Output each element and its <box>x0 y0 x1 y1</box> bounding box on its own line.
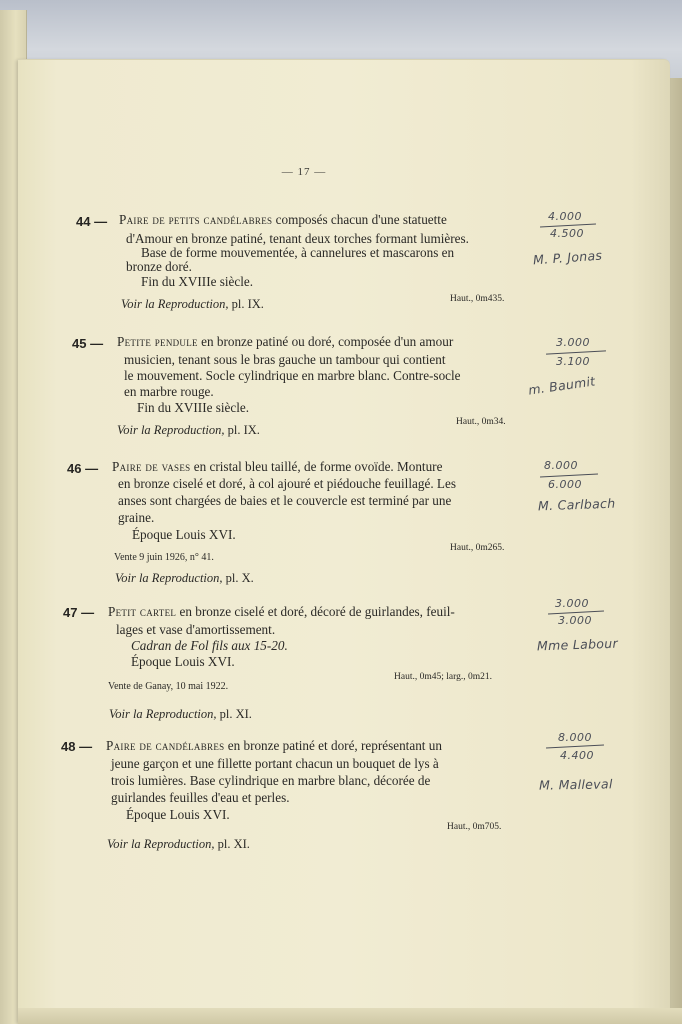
handwritten-price: 3.100 <box>556 355 590 368</box>
handwritten-buyer: m. Baumit <box>527 373 597 398</box>
handwritten-buyer: M. Carlbach <box>537 495 616 514</box>
lot-title: Paire de petits candélabres <box>119 212 273 227</box>
catalogue-page <box>18 60 670 1024</box>
provenance: Vente 9 juin 1926, n° 41. <box>114 552 214 563</box>
description-line: trois lumières. Base cylindrique en marbre blanc, décorée de <box>111 773 431 788</box>
handwritten-buyer: M. P. Jonas <box>532 247 603 268</box>
reproduction-reference: Voir la Reproduction, pl. XI. <box>109 707 252 721</box>
handwritten-price: 6.000 <box>548 478 582 491</box>
handwritten-estimate: 3.000 <box>555 597 589 610</box>
lot-title: Petite pendule <box>117 334 198 349</box>
description-line: Base de forme mouvementée, à cannelures et mascarons en <box>141 245 455 260</box>
handwritten-estimate: 8.000 <box>544 459 578 472</box>
dimensions: Haut., 0m705. <box>447 822 502 832</box>
dimensions: Haut., 0m265. <box>450 543 505 553</box>
handwritten-estimate: 3.000 <box>556 336 590 349</box>
description-line: en bronze ciselé et doré, à col ajouré et piédouche feuillagé. Les <box>118 476 456 491</box>
description-line: jeune garçon et une fillette portant chacun un bouquet de lys à <box>111 756 439 771</box>
period-line: Époque Louis XVI. <box>132 527 236 542</box>
description-line: d'Amour en bronze patiné, tenant deux torches formant lumières. <box>126 231 469 246</box>
lot-number: 46 — <box>67 461 99 476</box>
entry-first-line: Petite pendule en bronze patiné ou doré, composée d'un amour <box>117 334 454 349</box>
lot-number: 47 — <box>63 605 95 620</box>
description-line: graine. <box>118 510 155 525</box>
handwritten-price: 4.500 <box>550 227 584 240</box>
lot-number: 45 — <box>72 336 104 351</box>
period-line: Époque Louis XVI. <box>126 807 230 822</box>
handwritten-estimate: 8.000 <box>558 731 592 744</box>
reproduction-reference: Voir la Reproduction, pl. IX. <box>121 297 264 311</box>
reproduction-reference: Voir la Reproduction, pl. X. <box>115 571 254 585</box>
lot-number: 48 — <box>61 739 93 754</box>
provenance: Vente de Ganay, 10 mai 1922. <box>108 681 229 692</box>
handwritten-buyer: Mme Labour <box>536 635 619 654</box>
handwritten-estimate: 4.000 <box>548 210 582 223</box>
reproduction-reference: Voir la Reproduction, pl. IX. <box>117 423 260 437</box>
description-line: musicien, tenant sous le bras gauche un tambour qui contient <box>124 352 446 367</box>
period-line: Fin du XVIIIe siècle. <box>141 274 254 289</box>
page-stack-bottom-edge <box>18 1008 682 1024</box>
page-number: — 17 — <box>281 166 327 178</box>
period-line: Fin du XVIIIe siècle. <box>137 400 250 415</box>
reproduction-reference: Voir la Reproduction, pl. XI. <box>107 837 250 851</box>
handwritten-price: 4.400 <box>560 749 594 762</box>
entry-first-line: Paire de vases en cristal bleu taillé, de forme ovoïde. Monture <box>112 459 443 474</box>
description-line: bronze doré. <box>126 259 192 274</box>
dimensions: Haut., 0m34. <box>456 417 506 427</box>
description-line: lages et vase d'amortissement. <box>116 622 276 637</box>
lot-title: Petit cartel <box>108 604 177 619</box>
dimensions: Haut., 0m435. <box>450 294 505 304</box>
lot-title: Paire de candélabres <box>106 738 225 753</box>
entry-first-line: Petit cartel en bronze ciselé et doré, décoré de guirlandes, feuil- <box>108 604 455 619</box>
description-line: le mouvement. Socle cylindrique en marbre blanc. Contre-socle <box>124 368 461 383</box>
dial-maker-line: Cadran de Fol fils aux 15-20. <box>131 638 288 653</box>
lot-title: Paire de vases <box>112 459 191 474</box>
period-line: Époque Louis XVI. <box>131 654 235 669</box>
handwritten-price: 3.000 <box>558 614 592 627</box>
description-line: anses sont chargées de baies et le couvercle est terminé par une <box>118 493 452 508</box>
entry-first-line: Paire de candélabres en bronze patiné et doré, représentant un <box>106 738 442 753</box>
entry-first-line: Paire de petits candélabres composés chacun d'une statuette <box>119 212 447 227</box>
handwritten-buyer: M. Malleval <box>538 776 613 793</box>
description-line: guirlandes feuilles d'eau et perles. <box>111 790 290 805</box>
description-line: en marbre rouge. <box>124 384 214 399</box>
lot-number: 44 — <box>76 214 108 229</box>
dimensions: Haut., 0m45; larg., 0m21. <box>394 672 492 682</box>
